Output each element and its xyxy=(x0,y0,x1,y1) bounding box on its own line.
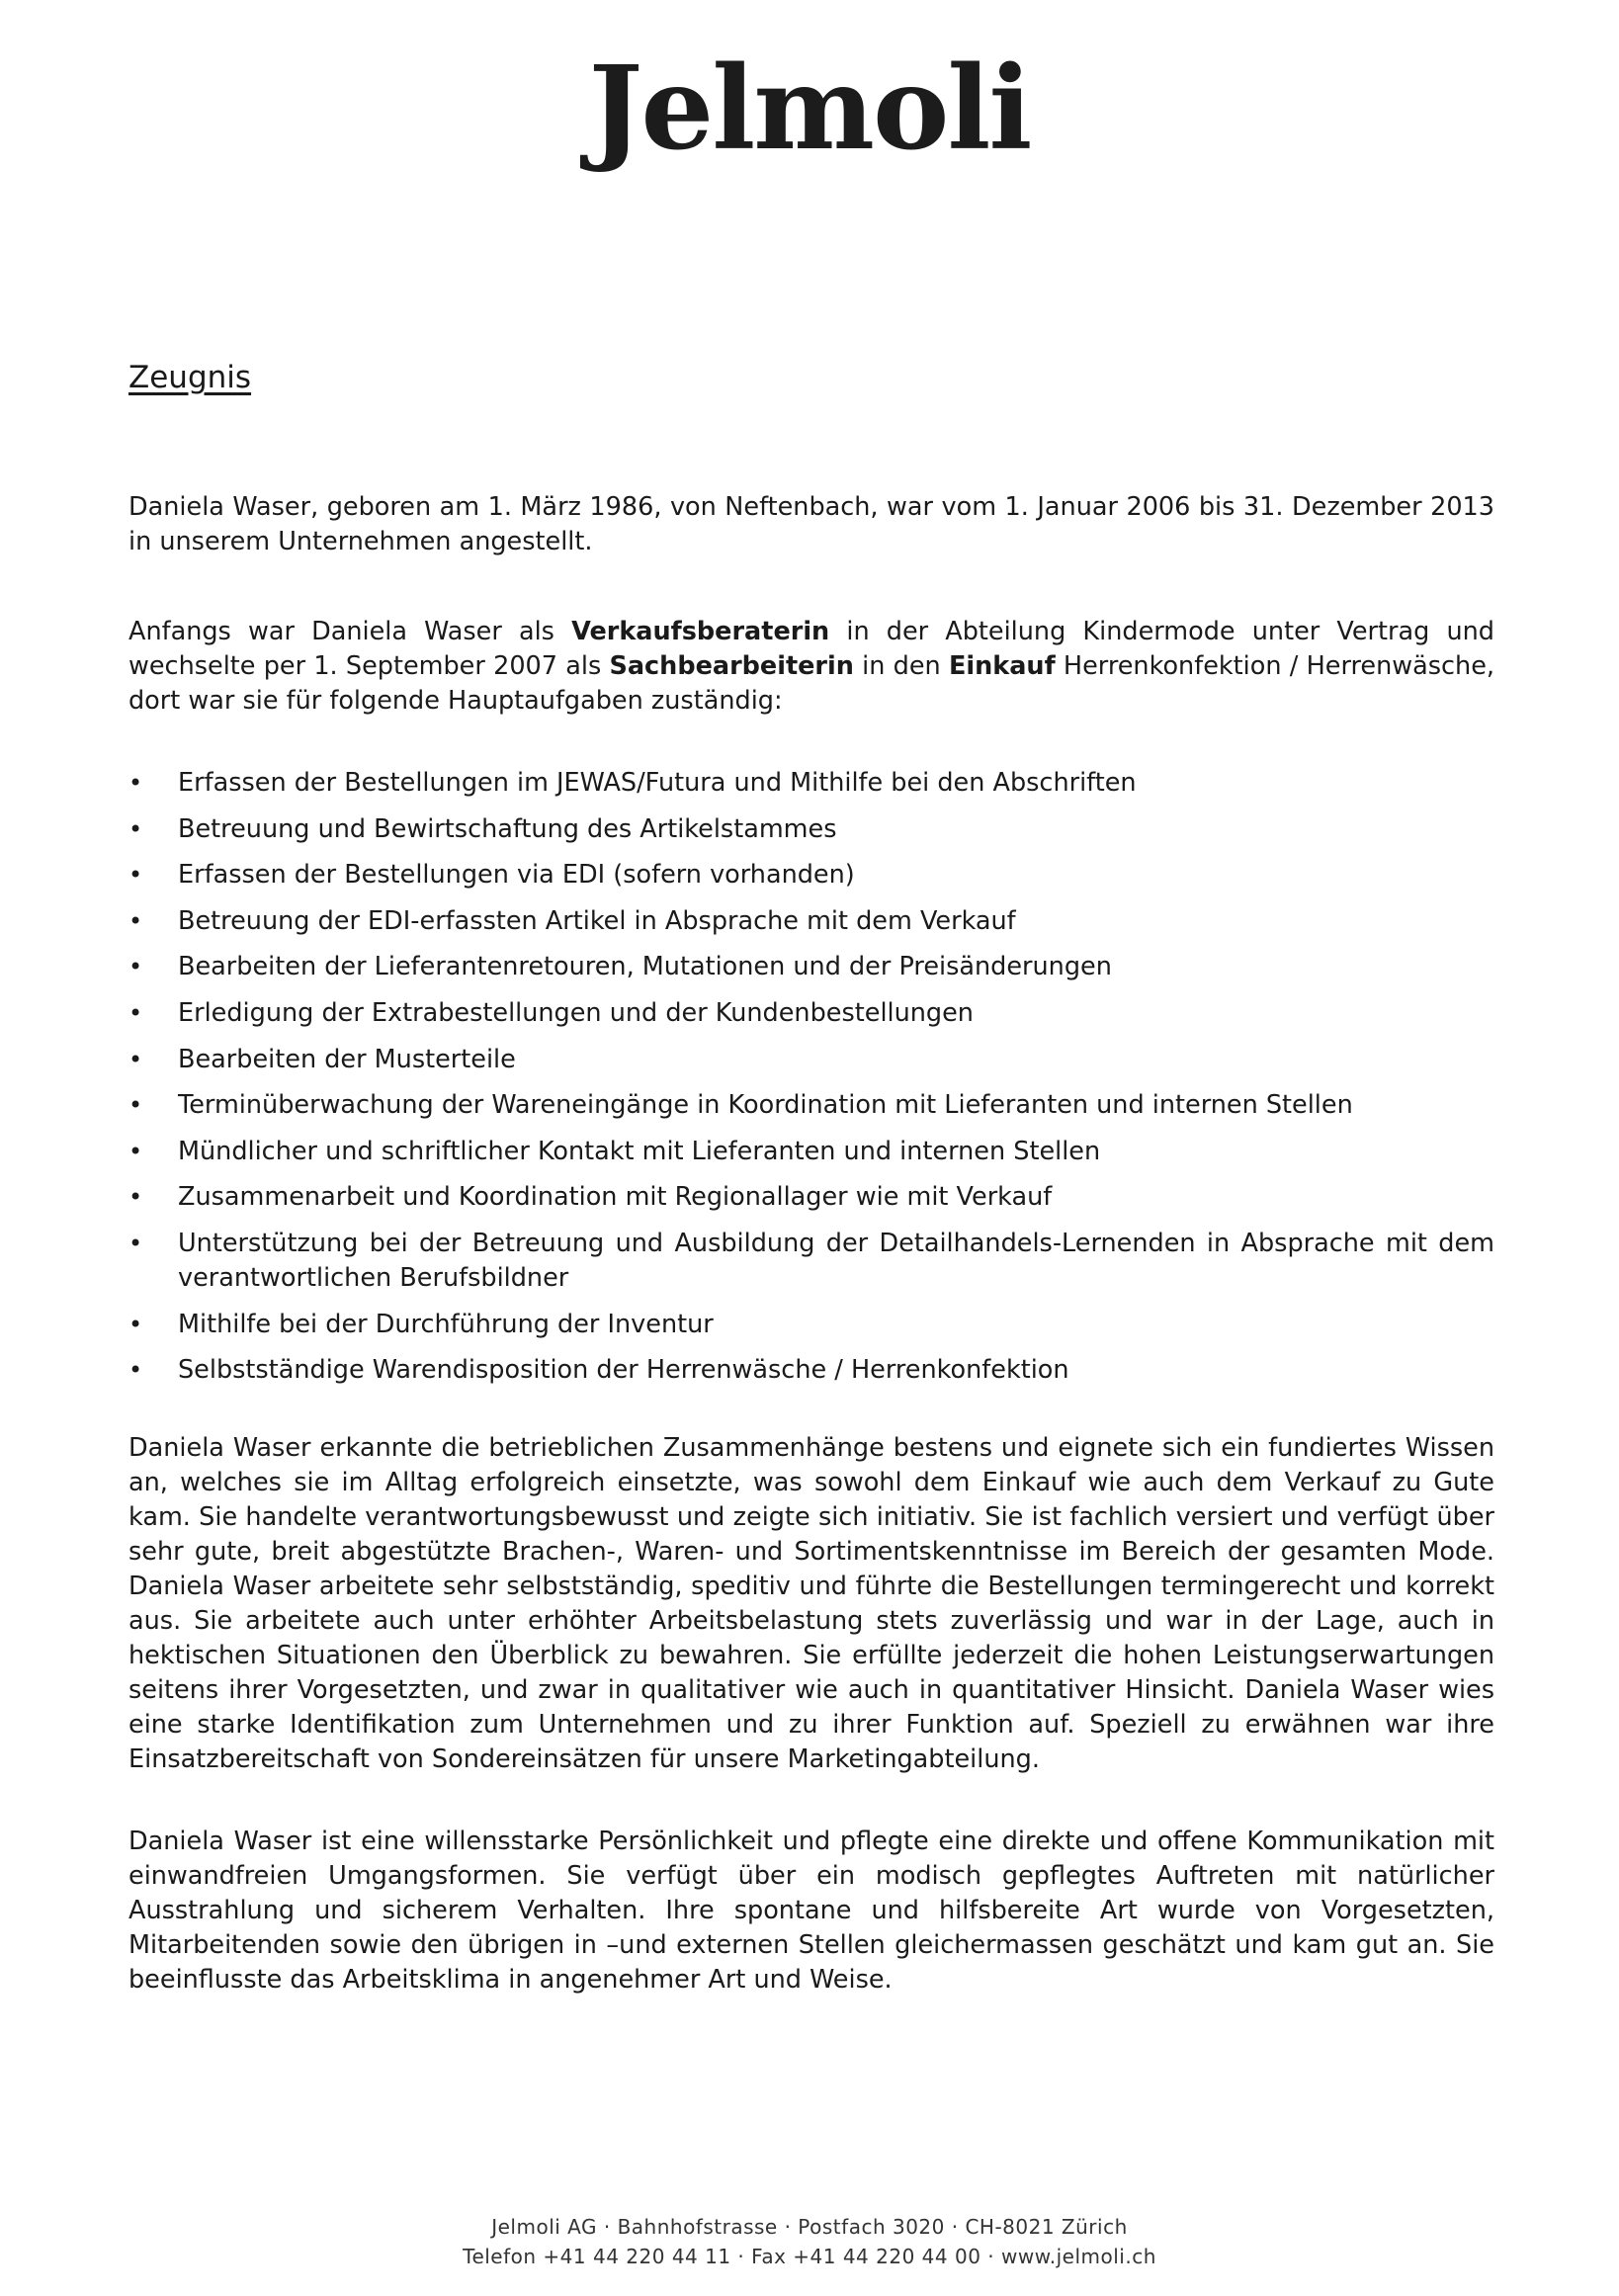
task-item xyxy=(128,858,1494,893)
bullet-icon: • xyxy=(128,814,143,843)
task-text: Zusammenarbeit und Koordination mit Regionallager wie mit Verkauf xyxy=(178,1182,1053,1213)
bullet-icon: • xyxy=(128,769,143,797)
role-text-3: in den xyxy=(853,651,949,681)
personality-paragraph: Daniela Waser ist eine willensstarke Persönlichkeit und pflegte eine direkte und offene Kommunikation mit einwandfreien Umgangsformen. Sie verfügt über ein modisch gepflegtes Auftreten mit natürlicher Ausstrahlung und sicherem Verhalten. Ihre spontane und hilfsbereite Art wurde von Vorgesetzten, Mitarbeitenden sowie den übrigen in –und externen Stellen gleichermassen geschätzt und kam gut an. Sie beeinflusste das Arbeitsklima in angenehmer Art und Weise. xyxy=(128,1827,1494,1996)
assessment-paragraph: Daniela Waser erkannte die betrieblichen Zusammenhänge bestens und eignete sich ein fundiertes Wissen an, welches sie im Alltag erfolgreich einsetzte, was sowohl dem Einkauf wie auch dem Verkauf zu Gute kam. Sie handelte verantwortungsbewusst und zeigte sich initiativ. Sie ist fachlich versiert und verfügt über sehr gute, breit abgestützte Brachen-, Waren- und Sortimentskenntnisse im Bereich der gesamten Mode. Daniela Waser arbeitete sehr selbstständig, speditiv und führte die Bestellungen termingerecht und korrekt aus. Sie arbeitete auch unter erhöhter Arbeitsbelastung stets zuverlässig und war in der Lage, auch in hektischen Situationen den Überblick zu bewahren. Sie erfüllte jederzeit die hohen Leistungserwartungen seitens ihrer Vorgesetzten, und zwar in qualitativer wie auch in quantitativer Hinsicht. Daniela Waser wies eine starke Identifikation zum Unternehmen und zu ihrer Funktion auf. Speziell zu erwähnen war ihre Einsatzbereitschaft von Sondereinsätzen für unsere Marketingabteilung. xyxy=(128,1433,1494,1775)
task-item xyxy=(128,950,1494,984)
task-item xyxy=(128,996,1494,1031)
task-text: Erfassen der Bestellungen via EDI (sofern vorhanden) xyxy=(178,860,855,891)
task-text: Mithilfe bei der Durchführung der Inventur xyxy=(178,1309,714,1339)
intro-paragraph: Daniela Waser, geboren am 1. März 1986, von Neftenbach, war vom 1. Januar 2006 bis 31. Dezember 2013 in unserem Unternehmen angestellt. xyxy=(128,492,1494,556)
task-item xyxy=(128,1227,1494,1296)
task-text: Erfassen der Bestellungen im JEWAS/Futura und Mithilfe bei den Abschriften xyxy=(178,768,1137,798)
task-text: Betreuung der EDI-erfassten Artikel in Absprache mit dem Verkauf xyxy=(178,905,1016,936)
task-text: Unterstützung bei der Betreuung und Ausbildung der Detailhandels-Lernenden in Absprache mit dem verantwortlichen Berufsbildner xyxy=(178,1228,1494,1293)
letter-body xyxy=(128,358,1494,1998)
bullet-icon: • xyxy=(128,1045,143,1073)
task-text: Selbstständige Warendisposition der Herrenwäsche / Herrenkonfektion xyxy=(178,1355,1069,1386)
bullet-icon: • xyxy=(128,1229,143,1257)
letter-footer xyxy=(0,2212,1619,2271)
footer-contact: Telefon +41 44 220 44 11 · Fax +41 44 220 44 00 · www.jelmoli.ch xyxy=(463,2245,1156,2268)
task-item xyxy=(128,1043,1494,1077)
bullet-icon: • xyxy=(128,1091,143,1120)
task-text: Mündlicher und schriftlicher Kontakt mit Lieferanten und internen Stellen xyxy=(178,1136,1101,1166)
document-title: Zeugnis xyxy=(128,360,252,395)
role-paragraph xyxy=(128,615,1494,719)
role-einkauf: Einkauf xyxy=(948,651,1056,681)
task-item xyxy=(128,1135,1494,1169)
task-item xyxy=(128,1308,1494,1342)
task-text: Erledigung der Extrabestellungen und der Kundenbestellungen xyxy=(178,997,974,1028)
role-text-4: Herrenkonfektion / Herrenwäsche, dort war sie für folgende Hauptaufgaben zuständig: xyxy=(128,651,1494,716)
task-item xyxy=(128,812,1494,847)
role-sachbearbeiterin: Sachbearbeiterin xyxy=(609,651,854,681)
bullet-icon: • xyxy=(128,1310,143,1338)
jelmoli-logo: Jelmoli xyxy=(588,42,1031,176)
bullet-icon: • xyxy=(128,861,143,890)
bullet-icon: • xyxy=(128,906,143,935)
role-text-1: Anfangs war Daniela Waser als xyxy=(128,617,572,646)
bullet-icon: • xyxy=(128,1137,143,1165)
task-text: Terminüberwachung der Wareneingänge in Koordination mit Lieferanten und internen Stellen xyxy=(178,1090,1353,1121)
task-item xyxy=(128,766,1494,801)
role-text-2: in der Abteilung Kindermode unter Vertrag und wechselte per 1. September 2007 als xyxy=(128,617,1494,681)
footer-address: Jelmoli AG · Bahnhofstrasse · Postfach 3020 · CH-8021 Zürich xyxy=(491,2215,1128,2239)
task-item xyxy=(128,1353,1494,1388)
task-list xyxy=(128,766,1494,1388)
bullet-icon: • xyxy=(128,998,143,1027)
task-text: Bearbeiten der Lieferantenretouren, Mutationen und der Preisänderungen xyxy=(178,952,1112,982)
bullet-icon: • xyxy=(128,1356,143,1385)
task-item xyxy=(128,904,1494,939)
task-item xyxy=(128,1180,1494,1215)
bullet-icon: • xyxy=(128,1183,143,1212)
task-item xyxy=(128,1088,1494,1123)
task-text: Bearbeiten der Musterteile xyxy=(178,1044,516,1074)
role-verkaufsberaterin: Verkaufsberaterin xyxy=(571,617,830,646)
task-text: Betreuung und Bewirtschaftung des Artikelstammes xyxy=(178,813,837,844)
bullet-icon: • xyxy=(128,953,143,981)
